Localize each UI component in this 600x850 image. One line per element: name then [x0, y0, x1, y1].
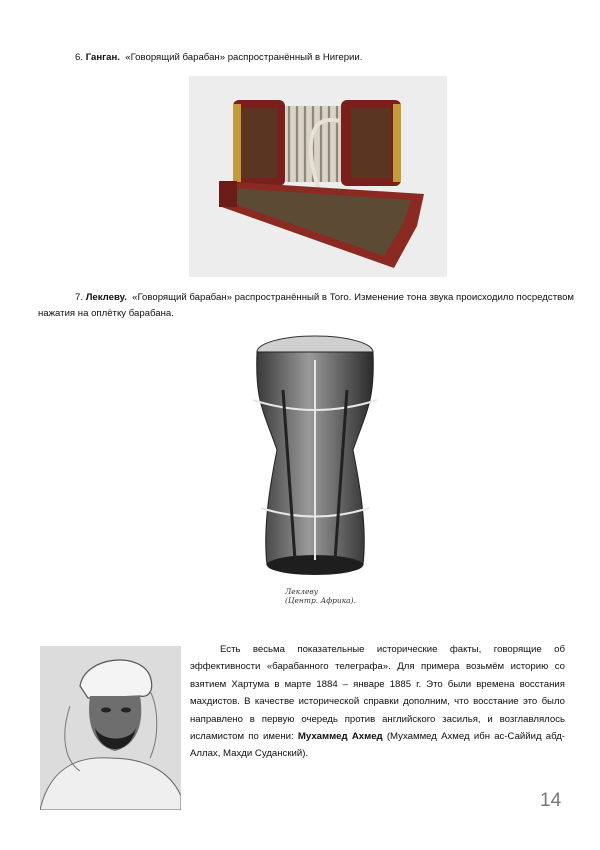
item-6-text: «Говорящий барабан» распространённый в Нигерии. — [125, 52, 363, 63]
history-paragraph — [190, 641, 565, 763]
drum-caption — [285, 587, 356, 605]
item-7-paragraph — [38, 290, 578, 322]
leklevu-drum-illustration — [245, 330, 395, 610]
item-7-name: Леклеву. — [85, 292, 127, 303]
item-6-name: Ганган. — [85, 52, 120, 63]
page-number: 14 — [540, 790, 562, 811]
item-7-text: «Говорящий барабан» распространённый в Того. Изменение тона звука происходило посредством нажатия на оплётку барабана. — [38, 292, 575, 319]
drum-caption-line-1: Леклеву — [285, 587, 319, 596]
history-name: Мухаммед Ахмед — [297, 731, 383, 743]
history-text: Есть весьма показательные исторические факты, говорящие об эффективности «барабанного телеграфа». Для примера возьмём историю со взятием Хартума в марте 1884 – январе 1885 г. Это были времена восстания махдистов. В качестве исторической справки дополним, что восстание это было направлено в первую очередь против английского засилья, и возглавлялось исламистом по имени: — [190, 644, 565, 743]
item-7-number: 7. — [75, 292, 84, 303]
item-6-paragraph — [75, 50, 575, 66]
item-6-number: 6. — [75, 52, 84, 63]
muhammad-ahmad-portrait — [40, 646, 181, 810]
drum-caption-line-2: (Центр. Африка). — [285, 596, 356, 605]
history-tail: (Мухаммед Ахмед ибн ас-Саййид абд-Аллах, Махди Суданский). — [190, 731, 565, 760]
gangan-drum-photo — [189, 76, 447, 277]
